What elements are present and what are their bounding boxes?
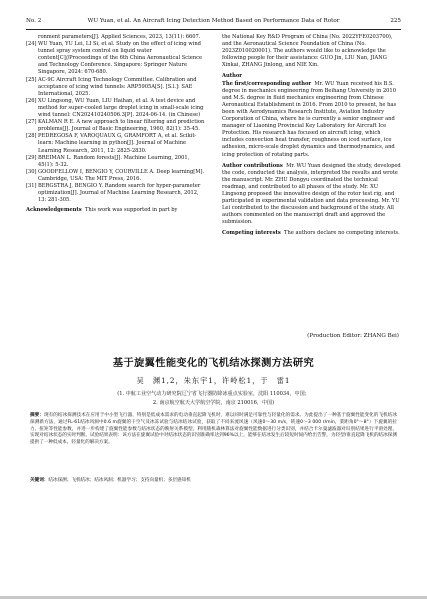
chinese-affiliation-1: (1. 中航工业空气动力研究院辽宁省飞行器防除冰重点实验室，沈阳 110034，中国； bbox=[117, 391, 310, 397]
acknowledgements-label: Acknowledgements bbox=[26, 207, 82, 214]
reference-25: [25] AC-9C Aircraft Icing Technology Committee. Calibration and acceptance of icing wind tunnels: ARP5905A[S]. [S.l.]: SAE International, 2025. bbox=[26, 76, 197, 97]
abstract-label: 摘要： bbox=[30, 413, 44, 418]
competing-interests: Competing interests The authors declare no competing interests. bbox=[222, 230, 400, 237]
reference-27: [27] KALMAN R E. A new approach to linear filtering and prediction problems[J]. Journal of Basic Engineering, 1960, 82(1): 35-45. bbox=[26, 119, 205, 133]
left-column bbox=[26, 34, 205, 214]
header-rule bbox=[26, 29, 401, 30]
chinese-affiliation-2: 2. 南京航空航天大学航空学院，南京 210016，中国) bbox=[152, 400, 275, 406]
issue-number: No. 2 bbox=[26, 18, 42, 24]
competing-label: Competing interests bbox=[222, 230, 281, 237]
abstract-text: 现有的结冰探测技术在应用于中小型飞行器，特别是低成本需求的电动垂直起降飞机时，难以同时满足可靠性与轻量化的需求。为此提出了一种基于旋翼性能变化的飞机结冰探测新方法，通过FL-61结冰风洞中0.6 m旋翼的干空气及冰冻试验与结冰结冰试验，获取了不同来流风速（风速0～30 m/s，转速0～3 000 r/min，桨距角0°～8°）下旋翼的拉力、扭矩等性能参数，并进一步构建了旋翼性能参数与结冰状态的映射关系模型。利用随机森林算法对旋翼性能数据进行分类识别，并结合卡尔曼滤波器对识别结果进行平滑处理，实现对结冰状态的实时判断。试验结果表明：该方法在旋翼试验中对结冰状态的识别准确率达到96%以上，能够在结冰发生后较短时间内给出告警，为轻型/垂直起降飞机的结冰探测提供了一种低成本、轻量化的解决方案。 bbox=[30, 413, 397, 446]
author-contributions: Author contributions Mr. WU Yuan designed the study, developed the code, conducted the analysis, interpreted the results and wrote the manuscript. Mr. ZHU Dongyu coordinated the technical roadmap, and contributed to all phases of the study. Mr. XU Lingsong proposed the innovative design of the rotor test rig, and participated in experimental validation and data processing. Mr. YU Lei contributed to the discussion and background of the study. All authors commented on the manuscript draft and approved the submission. bbox=[222, 162, 401, 226]
reference-28: [28] PEDREGOSA F, VAROQUAUX G, GRAMFORT A, et al. Scikit-learn: Machine learning in python[J]. Journal of Machine Learning Research, 2011, 12: 2825-2830. bbox=[26, 133, 197, 154]
reference-24: [24] WU Yuan, YU Lei, LI Si, et al. Study on the effect of icing wind tunnel spray system control on liquid water content[C]//Proceedings of the 6th China Aeronautical Science and Technology Conference. Singapore: Springer Nature Singapore, 2024: 670-680. bbox=[26, 41, 203, 76]
keywords-text: 结冰探测；飞机结冰；结冰风洞；机器学习；支持向量机；多层感知机 bbox=[48, 478, 191, 483]
chinese-abstract bbox=[30, 413, 397, 447]
running-title: WU Yuan, et al. An Aircraft Icing Detection Method Based on Performance Data of Rotor bbox=[87, 18, 340, 24]
page-number: 225 bbox=[390, 18, 401, 24]
reference-29: [29] BREIMAN L. Random forests[J]. Machine Learning, 2001, 45(1): 5-32. bbox=[26, 154, 190, 168]
chinese-keywords bbox=[30, 478, 397, 485]
reference-23-continued: ronment parameters[J]. Applied Sciences, 2023, 13(11): 6607. bbox=[38, 34, 201, 40]
right-column bbox=[222, 34, 401, 238]
reference-31: [31] BERGSTRA J, BENGIO Y. Random search for hyper-parameter optimization[J]. Journal of Machine Learning Research, 2012, 13: 281-305. bbox=[26, 182, 201, 204]
acknowledgements: Acknowledgements This work was supported in part by bbox=[26, 207, 178, 214]
running-header bbox=[26, 18, 401, 28]
contributions-label: Author contributions bbox=[222, 162, 283, 169]
chinese-authors: 吴 渊1,2，朱东宇1，许岭松1，于 雷1 bbox=[136, 376, 291, 385]
chinese-title: 基于旋翼性能变化的飞机结冰探测方法研究 bbox=[112, 358, 315, 369]
production-editor-note: (Production Editor: ZHANG Bei) bbox=[307, 333, 399, 339]
keywords-label: 关键词： bbox=[30, 478, 49, 483]
acknowledgements-continued: the National Key R&D Program of China (No. 2022YFE0203700), and the Aeronautical Science Foundation of China (No. 2023Z010020001). The authors would like to acknowledge the following people for their assistance: GUO Jin, LIU Nan, JIANG Xinkai, ZHANG Jinlong, and NIE Xin. bbox=[222, 34, 393, 69]
author-biography: The first/corresponding author Mr. WU Yuan received his B.S. degree in mechanics engineering from Beihang University in 2010 and M.S. degree in fluid mechanics engineering from Chinese Aeronautical Establishment in 2016. From 2010 to present, he has been with Aerodynamics Research Institute, Aviation Industry Corporation of China, where he is currently a senior engineer and manager of Liaoning Provincial Key Laboratory for Aircraft Ice Protection. His research has focused on aircraft icing, which includes convection heat transfer, roughness on iced surface, ice adhesion, micro-scale droplet dynamics and thermodynamics, and icing protection of rotating parts. bbox=[222, 80, 397, 158]
biography-label: The first/corresponding author bbox=[222, 80, 312, 87]
reference-26: [26] XU Lingsong, WU Yuan, LIU Haihan, et al. A test device and method for super-cooled large droplet icing in small-scale icing wind tunnel: CN202410240506.3[P]. 2024-06-14. (in Chinese) bbox=[26, 97, 204, 119]
author-heading: Author bbox=[222, 73, 242, 80]
reference-30: [30] GOODFELLOW I, BENGIO Y, COURVILLE A. Deep learning[M]. Cambridge, USA: The MIT Press, 2016. bbox=[26, 168, 205, 182]
